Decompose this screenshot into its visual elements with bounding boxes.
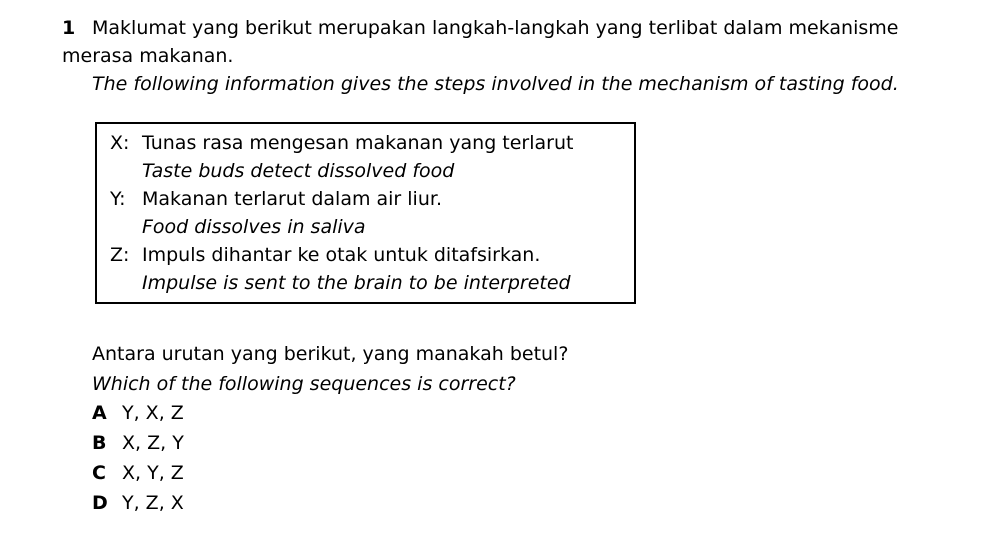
step-text-english: Food dissolves in saliva: [142, 216, 366, 238]
step-text: [142, 185, 634, 241]
option-letter: A: [92, 402, 107, 424]
option-text: X, Z, Y: [122, 432, 184, 454]
question-number: 1: [62, 17, 76, 39]
question-stem: [62, 14, 972, 98]
option-b[interactable]: [92, 428, 184, 458]
prompt-text-malay: Antara urutan yang berikut, yang manakah betul?: [92, 343, 569, 365]
steps-box: [95, 122, 636, 304]
step-text-english: Taste buds detect dissolved food: [142, 160, 455, 182]
option-text: Y, X, Z: [122, 402, 184, 424]
prompt-text-english: Which of the following sequences is correct?: [92, 373, 516, 395]
step-text-malay: Impuls dihantar ke otak untuk ditafsirkan.: [142, 244, 541, 266]
question-text-malay: [62, 14, 972, 70]
step-letter: Y:: [110, 188, 126, 210]
step-x: [97, 129, 634, 185]
option-letter: B: [92, 432, 107, 454]
step-text-english: Impulse is sent to the brain to be interpreted: [142, 272, 571, 294]
step-z: [97, 241, 634, 297]
step-text: [142, 241, 634, 297]
option-letter: D: [92, 492, 108, 514]
step-y: [97, 185, 634, 241]
step-text-malay: Makanan terlarut dalam air liur.: [142, 188, 442, 210]
option-text: Y, Z, X: [122, 492, 184, 514]
step-letter: Z:: [110, 244, 130, 266]
question-text-english: The following information gives the steps involved in the mechanism of tasting food.: [92, 73, 899, 95]
question-prompt: [92, 340, 568, 398]
option-a[interactable]: [92, 398, 184, 428]
option-c[interactable]: [92, 458, 184, 488]
step-text-malay: Tunas rasa mengesan makanan yang terlarut: [142, 132, 574, 154]
step-text: [142, 129, 634, 185]
option-d[interactable]: [92, 488, 184, 518]
answer-options: [92, 398, 184, 518]
question-text-malay-content: Maklumat yang berikut merupakan langkah-langkah yang terlibat dalam mekanisme merasa makanan.: [62, 17, 899, 67]
option-letter: C: [92, 462, 106, 484]
step-letter: X:: [110, 132, 130, 154]
option-text: X, Y, Z: [122, 462, 184, 484]
